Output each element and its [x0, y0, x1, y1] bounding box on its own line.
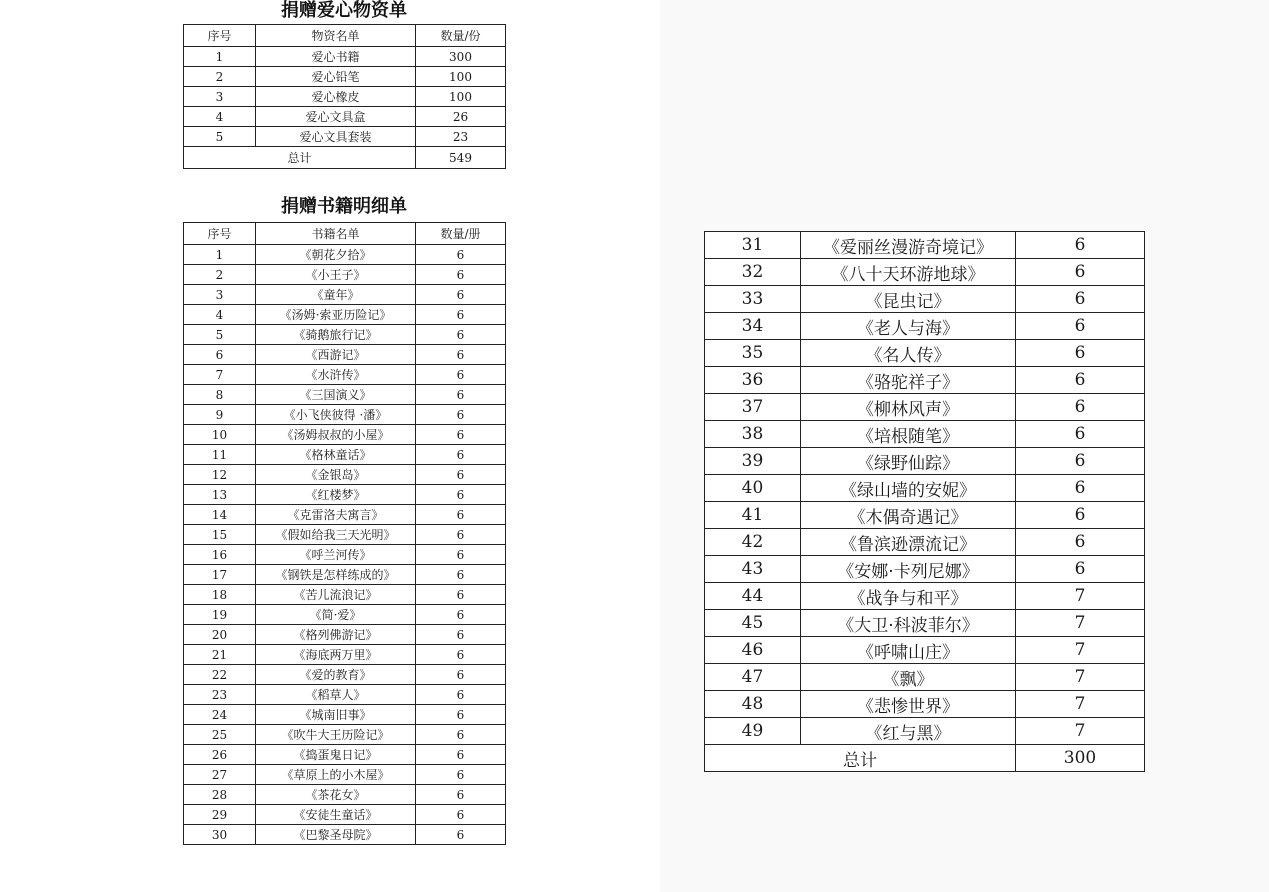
table-row	[184, 305, 506, 325]
row-index: 31	[705, 232, 801, 259]
row-name: 《克雷洛夫寓言》	[256, 505, 416, 525]
books-total-row	[705, 745, 1145, 772]
row-quantity: 6	[416, 365, 506, 385]
supplies-total-label: 总计	[184, 147, 416, 169]
row-index: 42	[705, 529, 801, 556]
table-row	[184, 445, 506, 465]
table-row	[184, 605, 506, 625]
row-quantity: 300	[416, 47, 506, 67]
row-index: 1	[184, 245, 256, 265]
row-name: 爱心文具盒	[256, 107, 416, 127]
table-row	[184, 825, 506, 845]
row-quantity: 6	[416, 725, 506, 745]
row-name: 爱心铅笔	[256, 67, 416, 87]
row-index: 49	[705, 718, 801, 745]
row-quantity: 6	[416, 285, 506, 305]
row-quantity: 6	[416, 405, 506, 425]
row-index: 18	[184, 585, 256, 605]
table-row	[184, 665, 506, 685]
row-name: 《爱丽丝漫游奇境记》	[801, 232, 1016, 259]
row-quantity: 6	[416, 525, 506, 545]
table-row	[184, 645, 506, 665]
books-total-label: 总计	[705, 745, 1016, 772]
table-row	[705, 286, 1145, 313]
row-name: 《培根随笔》	[801, 421, 1016, 448]
row-name: 《假如给我三天光明》	[256, 525, 416, 545]
row-quantity: 100	[416, 67, 506, 87]
row-quantity: 100	[416, 87, 506, 107]
row-index: 17	[184, 565, 256, 585]
row-quantity: 6	[416, 505, 506, 525]
row-index: 47	[705, 664, 801, 691]
table-row	[184, 107, 506, 127]
row-quantity: 6	[416, 305, 506, 325]
row-name: 爱心橡皮	[256, 87, 416, 107]
row-name: 《呼啸山庄》	[801, 637, 1016, 664]
row-index: 6	[184, 345, 256, 365]
row-name: 爱心文具套装	[256, 127, 416, 147]
row-quantity: 7	[1016, 583, 1145, 610]
table-row	[705, 448, 1145, 475]
row-quantity: 6	[416, 645, 506, 665]
row-quantity: 6	[1016, 313, 1145, 340]
table-row	[705, 340, 1145, 367]
row-name: 《悲惨世界》	[801, 691, 1016, 718]
row-quantity: 6	[416, 745, 506, 765]
row-index: 34	[705, 313, 801, 340]
row-index: 12	[184, 465, 256, 485]
supplies-total-value: 549	[416, 147, 506, 169]
row-index: 11	[184, 445, 256, 465]
table-row	[184, 625, 506, 645]
row-name: 《绿山墙的安妮》	[801, 475, 1016, 502]
row-name: 《水浒传》	[256, 365, 416, 385]
row-quantity: 26	[416, 107, 506, 127]
row-index: 48	[705, 691, 801, 718]
row-name: 《茶花女》	[256, 785, 416, 805]
table-row	[184, 67, 506, 87]
row-quantity: 6	[416, 825, 506, 845]
header-index: 序号	[184, 25, 256, 47]
row-index: 30	[184, 825, 256, 845]
table-row	[184, 565, 506, 585]
row-name: 《大卫·科波菲尔》	[801, 610, 1016, 637]
row-index: 22	[184, 665, 256, 685]
row-quantity: 6	[1016, 529, 1145, 556]
row-index: 10	[184, 425, 256, 445]
table-row	[184, 345, 506, 365]
table-row	[184, 265, 506, 285]
row-quantity: 6	[416, 785, 506, 805]
row-quantity: 7	[1016, 637, 1145, 664]
row-quantity: 7	[1016, 610, 1145, 637]
row-index: 32	[705, 259, 801, 286]
row-index: 33	[705, 286, 801, 313]
row-index: 25	[184, 725, 256, 745]
supplies-table	[183, 24, 506, 169]
row-index: 37	[705, 394, 801, 421]
row-index: 7	[184, 365, 256, 385]
row-quantity: 7	[1016, 664, 1145, 691]
table-row	[184, 385, 506, 405]
row-index: 4	[184, 305, 256, 325]
table-row	[184, 405, 506, 425]
row-quantity: 6	[416, 265, 506, 285]
header-item-name: 物资名单	[256, 25, 416, 47]
row-index: 9	[184, 405, 256, 425]
row-index: 36	[705, 367, 801, 394]
row-index: 1	[184, 47, 256, 67]
row-index: 26	[184, 745, 256, 765]
row-quantity: 6	[416, 345, 506, 365]
row-index: 27	[184, 765, 256, 785]
row-index: 4	[184, 107, 256, 127]
table-row	[184, 505, 506, 525]
table-row	[705, 367, 1145, 394]
row-quantity: 6	[416, 805, 506, 825]
table-row	[184, 545, 506, 565]
row-quantity: 6	[416, 665, 506, 685]
row-name: 《安徒生童话》	[256, 805, 416, 825]
row-name: 《骑鹅旅行记》	[256, 325, 416, 345]
row-name: 《爱的教育》	[256, 665, 416, 685]
supplies-header-row	[184, 25, 506, 47]
row-name: 《城南旧事》	[256, 705, 416, 725]
row-quantity: 6	[416, 245, 506, 265]
row-quantity: 6	[1016, 448, 1145, 475]
row-name: 《巴黎圣母院》	[256, 825, 416, 845]
row-quantity: 6	[416, 765, 506, 785]
row-index: 2	[184, 265, 256, 285]
header-quantity: 数量/册	[416, 223, 506, 245]
row-name: 《红楼梦》	[256, 485, 416, 505]
supplies-title: 捐赠爱心物资单	[281, 0, 407, 21]
table-row	[705, 394, 1145, 421]
table-row	[184, 525, 506, 545]
table-row	[184, 325, 506, 345]
table-row	[705, 664, 1145, 691]
row-quantity: 6	[1016, 475, 1145, 502]
row-name: 《战争与和平》	[801, 583, 1016, 610]
row-index: 41	[705, 502, 801, 529]
table-row	[705, 313, 1145, 340]
table-row	[705, 718, 1145, 745]
table-row	[184, 127, 506, 147]
row-quantity: 6	[416, 485, 506, 505]
table-row	[184, 485, 506, 505]
row-index: 8	[184, 385, 256, 405]
header-index: 序号	[184, 223, 256, 245]
table-row	[705, 610, 1145, 637]
table-row	[705, 556, 1145, 583]
row-name: 《安娜·卡列尼娜》	[801, 556, 1016, 583]
row-quantity: 6	[416, 385, 506, 405]
table-row	[184, 785, 506, 805]
row-name: 《海底两万里》	[256, 645, 416, 665]
table-row	[705, 259, 1145, 286]
row-quantity: 6	[1016, 367, 1145, 394]
table-row	[705, 691, 1145, 718]
table-row	[705, 232, 1145, 259]
row-name: 《捣蛋鬼日记》	[256, 745, 416, 765]
row-index: 19	[184, 605, 256, 625]
table-row	[184, 745, 506, 765]
table-row	[184, 87, 506, 107]
table-row	[184, 425, 506, 445]
row-name: 《绿野仙踪》	[801, 448, 1016, 475]
row-name: 《童年》	[256, 285, 416, 305]
row-name: 《格林童话》	[256, 445, 416, 465]
row-index: 24	[184, 705, 256, 725]
books-total-value: 300	[1016, 745, 1145, 772]
row-name: 《木偶奇遇记》	[801, 502, 1016, 529]
row-name: 《汤姆·索亚历险记》	[256, 305, 416, 325]
row-index: 39	[705, 448, 801, 475]
row-quantity: 6	[416, 705, 506, 725]
row-name: 《名人传》	[801, 340, 1016, 367]
row-index: 40	[705, 475, 801, 502]
table-row	[184, 725, 506, 745]
table-row	[184, 365, 506, 385]
row-name: 《草原上的小木屋》	[256, 765, 416, 785]
table-row	[184, 245, 506, 265]
row-quantity: 6	[416, 445, 506, 465]
row-name: 《稻草人》	[256, 685, 416, 705]
row-index: 3	[184, 285, 256, 305]
row-quantity: 6	[416, 325, 506, 345]
row-name: 《苦儿流浪记》	[256, 585, 416, 605]
row-quantity: 6	[1016, 502, 1145, 529]
row-name: 《小王子》	[256, 265, 416, 285]
row-name: 《八十天环游地球》	[801, 259, 1016, 286]
row-index: 43	[705, 556, 801, 583]
header-quantity: 数量/份	[416, 25, 506, 47]
row-name: 《昆虫记》	[801, 286, 1016, 313]
row-quantity: 6	[416, 605, 506, 625]
row-name: 《钢铁是怎样练成的》	[256, 565, 416, 585]
header-book-name: 书籍名单	[256, 223, 416, 245]
row-name: 《骆驼祥子》	[801, 367, 1016, 394]
row-quantity: 6	[1016, 556, 1145, 583]
row-index: 20	[184, 625, 256, 645]
table-row	[184, 685, 506, 705]
row-quantity: 6	[416, 545, 506, 565]
row-quantity: 6	[416, 425, 506, 445]
row-name: 《吹牛大王历险记》	[256, 725, 416, 745]
books-header-row	[184, 223, 506, 245]
row-name: 《汤姆叔叔的小屋》	[256, 425, 416, 445]
table-row	[184, 705, 506, 725]
row-quantity: 6	[416, 465, 506, 485]
row-name: 《小飞侠彼得 ·潘》	[256, 405, 416, 425]
row-quantity: 7	[1016, 718, 1145, 745]
row-index: 38	[705, 421, 801, 448]
row-quantity: 23	[416, 127, 506, 147]
row-name: 《金银岛》	[256, 465, 416, 485]
row-index: 45	[705, 610, 801, 637]
row-name: 《呼兰河传》	[256, 545, 416, 565]
table-row	[705, 583, 1145, 610]
table-row	[705, 529, 1145, 556]
supplies-total-row	[184, 147, 506, 169]
row-name: 爱心书籍	[256, 47, 416, 67]
row-name: 《简·爱》	[256, 605, 416, 625]
table-row	[705, 637, 1145, 664]
row-name: 《三国演义》	[256, 385, 416, 405]
books-table-right	[704, 231, 1145, 772]
row-name: 《格列佛游记》	[256, 625, 416, 645]
row-quantity: 6	[416, 565, 506, 585]
table-row	[184, 765, 506, 785]
row-quantity: 6	[1016, 232, 1145, 259]
row-quantity: 6	[1016, 286, 1145, 313]
books-table-left	[183, 222, 506, 845]
row-quantity: 6	[416, 625, 506, 645]
row-quantity: 6	[1016, 394, 1145, 421]
row-name: 《老人与海》	[801, 313, 1016, 340]
row-index: 5	[184, 325, 256, 345]
row-name: 《鲁滨逊漂流记》	[801, 529, 1016, 556]
row-index: 16	[184, 545, 256, 565]
row-index: 28	[184, 785, 256, 805]
row-name: 《红与黑》	[801, 718, 1016, 745]
table-row	[705, 502, 1145, 529]
row-quantity: 6	[416, 685, 506, 705]
table-row	[184, 285, 506, 305]
row-index: 29	[184, 805, 256, 825]
row-index: 2	[184, 67, 256, 87]
table-row	[184, 805, 506, 825]
row-quantity: 6	[1016, 259, 1145, 286]
row-quantity: 7	[1016, 691, 1145, 718]
table-row	[705, 475, 1145, 502]
row-index: 14	[184, 505, 256, 525]
row-index: 15	[184, 525, 256, 545]
row-index: 13	[184, 485, 256, 505]
row-name: 《飘》	[801, 664, 1016, 691]
row-quantity: 6	[1016, 421, 1145, 448]
row-index: 21	[184, 645, 256, 665]
row-index: 5	[184, 127, 256, 147]
books-title: 捐赠书籍明细单	[281, 196, 407, 217]
row-index: 23	[184, 685, 256, 705]
row-name: 《朝花夕拾》	[256, 245, 416, 265]
row-quantity: 6	[416, 585, 506, 605]
row-index: 44	[705, 583, 801, 610]
row-index: 35	[705, 340, 801, 367]
row-name: 《西游记》	[256, 345, 416, 365]
row-index: 3	[184, 87, 256, 107]
row-index: 46	[705, 637, 801, 664]
table-row	[184, 47, 506, 67]
table-row	[705, 421, 1145, 448]
table-row	[184, 465, 506, 485]
row-quantity: 6	[1016, 340, 1145, 367]
table-row	[184, 585, 506, 605]
row-name: 《柳林风声》	[801, 394, 1016, 421]
